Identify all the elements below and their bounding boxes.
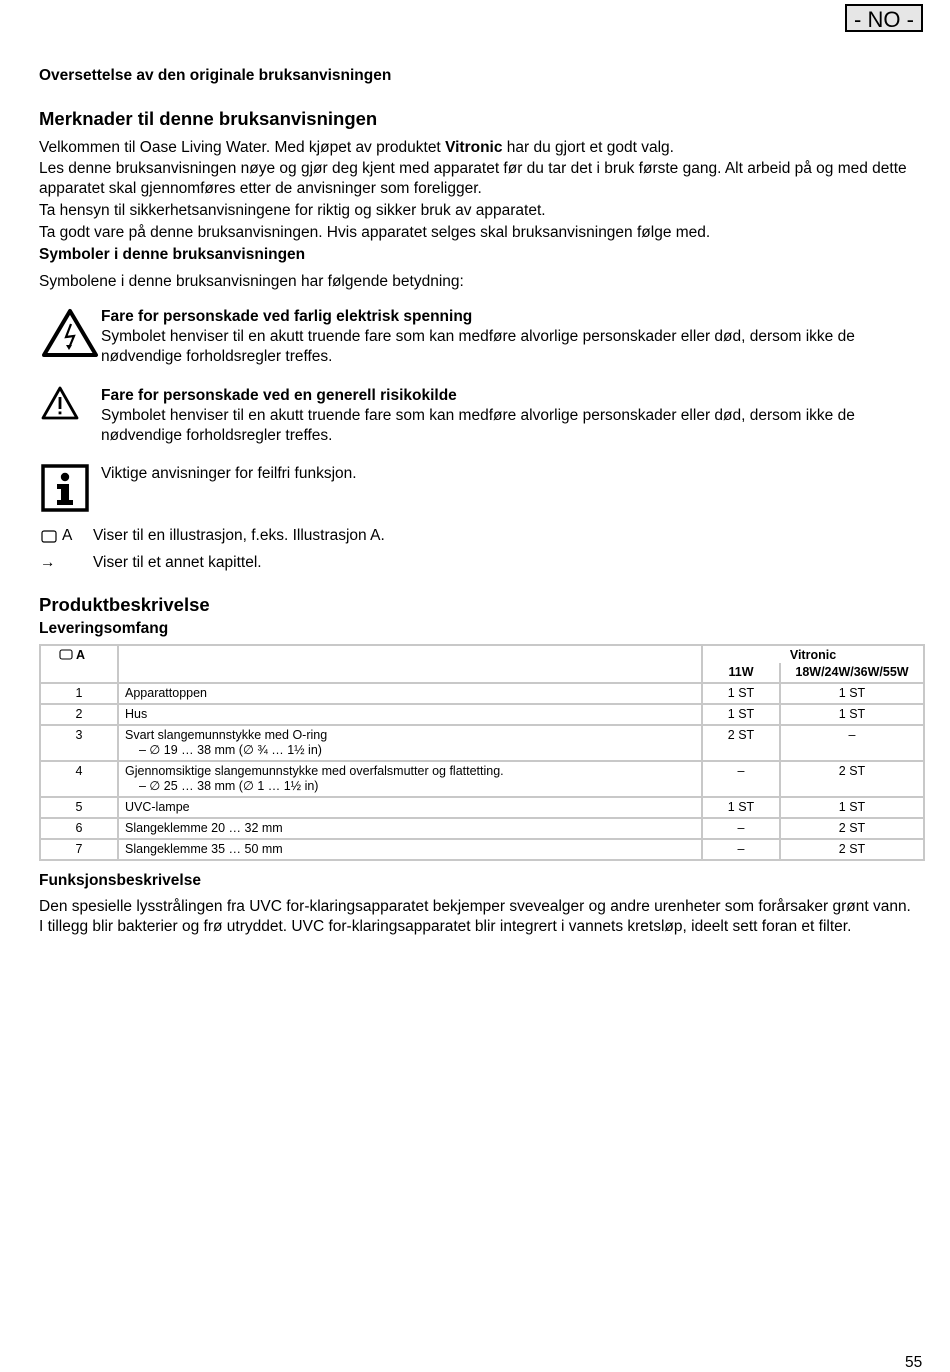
row-qty-11w: 1 ST — [702, 704, 780, 725]
row-item-name: UVC-lampe — [125, 800, 190, 814]
row-item-detail: – ∅ 25 … 38 mm (∅ 1 … 1½ in) — [139, 779, 319, 793]
row-number: 3 — [40, 725, 118, 761]
illustration-reference-text: Viser til en illustrasjon, f.eks. Illustrasjon A. — [93, 527, 385, 544]
symbols-intro: Symbolene i denne bruksanvisningen har følgende betydning: — [39, 273, 464, 290]
row-qty-big: – — [780, 725, 924, 761]
page-number: 55 — [905, 1354, 923, 1371]
col-big-header: 18W/24W/36W/55W — [780, 663, 924, 683]
row-qty-11w: 1 ST — [702, 683, 780, 704]
row-number: 4 — [40, 761, 118, 797]
row-item-name: Slangeklemme 20 … 32 mm — [125, 821, 283, 835]
col-ref-letter: A — [76, 648, 86, 662]
illustration-frame-icon — [41, 530, 57, 543]
row-qty-big: 2 ST — [780, 818, 924, 839]
row-item-name: Svart slangemunnstykke med O-ring — [125, 728, 328, 742]
read-manual-paragraph: Les denne bruksanvisningen nøye og gjør deg kjent med apparatet før du tar det i bruk første gang. Alt arbeid på og med dette apparatet skal gjennomføres etter de anvisninger som foreligger. — [39, 160, 907, 197]
row-number: 6 — [40, 818, 118, 839]
row-qty-11w: – — [702, 761, 780, 797]
electric-hazard-block — [101, 307, 931, 367]
welcome-text-a: Velkommen til Oase Living Water. Med kjøpet av produktet — [39, 139, 446, 156]
table-row — [40, 797, 924, 818]
function-heading: Funksjonsbeskrivelse — [39, 872, 201, 889]
row-item — [118, 797, 702, 818]
row-item-name: Slangeklemme 35 … 50 mm — [125, 842, 283, 856]
safety-paragraph: Ta hensyn til sikkerhetsanvisningene for riktig og sikker bruk av apparatet. — [39, 202, 546, 219]
row-qty-11w: 1 ST — [702, 797, 780, 818]
row-qty-big: 1 ST — [780, 683, 924, 704]
row-number: 2 — [40, 704, 118, 725]
col-group-label: Vitronic — [789, 648, 837, 662]
col-item-header — [118, 645, 702, 683]
row-item — [118, 839, 702, 860]
table-row — [40, 725, 924, 761]
info-text: Viktige anvisninger for feilfri funksjon. — [101, 465, 357, 482]
function-text: Den spesielle lysstrålingen fra UVC for-klaringsapparatet bekjemper svevealger og andre urenheter som forårsaker grønt vann. I tillegg blir bakterier og frø utryddet. UVC for-klaringsapparatet blir integrert i vannets kretsløp, ideelt sett foran et filter. — [39, 898, 911, 935]
general-hazard-block — [101, 386, 931, 446]
chapter-reference-text: Viser til et annet kapittel. — [93, 554, 262, 571]
row-number: 5 — [40, 797, 118, 818]
illustration-frame-icon — [59, 649, 73, 660]
row-item-name: Gjennomsiktige slangemunnstykke med overfalsmutter og flattetting. — [125, 764, 504, 778]
illustration-symbol-letter: A — [62, 527, 73, 544]
notes-heading: Merknader til denne bruksanvisningen — [39, 108, 378, 129]
table-row — [40, 704, 924, 725]
product-heading: Produktbeskrivelse — [39, 594, 210, 615]
general-hazard-icon — [41, 386, 79, 420]
welcome-text-c: har du gjort et godt valg. — [502, 139, 674, 156]
table-row — [40, 761, 924, 797]
row-item-detail: – ∅ 19 … 38 mm (∅ ¾ … 1½ in) — [139, 743, 322, 757]
row-qty-big: 1 ST — [780, 797, 924, 818]
row-item — [118, 704, 702, 725]
arrow-right-icon: → — [40, 554, 56, 571]
keep-manual-paragraph: Ta godt vare på denne bruksanvisningen. Hvis apparatet selges skal bruksanvisningen følge med. — [39, 224, 711, 241]
col-11w-header: 11W — [702, 663, 780, 683]
row-item — [118, 683, 702, 704]
row-item — [118, 761, 702, 797]
row-item — [118, 725, 702, 761]
translation-note: Oversettelse av den originale bruksanvisningen — [39, 67, 392, 84]
scope-heading: Leveringsomfang — [39, 620, 169, 637]
language-badge: - NO - — [845, 4, 923, 32]
product-name: Vitronic — [445, 139, 503, 156]
delivery-scope-table — [39, 644, 925, 861]
table-header-row — [40, 645, 924, 663]
col-group-header — [702, 645, 924, 663]
row-qty-11w: – — [702, 818, 780, 839]
col-ref-header — [40, 645, 118, 683]
table-row — [40, 839, 924, 860]
row-qty-big: 2 ST — [780, 761, 924, 797]
welcome-paragraph — [39, 138, 929, 158]
general-hazard-text: Symbolet henviser til en akutt truende fare som kan medføre alvorlige personskader eller død, dersom ikke de nødvendige forholdsregler treffes. — [101, 407, 855, 444]
table-row — [40, 818, 924, 839]
row-item-name: Hus — [125, 707, 148, 721]
electric-hazard-icon — [41, 308, 99, 358]
row-number: 7 — [40, 839, 118, 860]
row-item-name: Apparattoppen — [125, 686, 208, 700]
row-qty-big: 2 ST — [780, 839, 924, 860]
table-row — [40, 683, 924, 704]
row-qty-11w: 2 ST — [702, 725, 780, 761]
general-hazard-title: Fare for personskade ved en generell risikokilde — [101, 387, 457, 404]
row-qty-big: 1 ST — [780, 704, 924, 725]
row-number: 1 — [40, 683, 118, 704]
row-qty-11w: – — [702, 839, 780, 860]
info-icon — [41, 464, 89, 512]
electric-hazard-title: Fare for personskade ved farlig elektrisk spenning — [101, 308, 473, 325]
row-item — [118, 818, 702, 839]
symbols-heading: Symboler i denne bruksanvisningen — [39, 246, 306, 263]
electric-hazard-text: Symbolet henviser til en akutt truende fare som kan medføre alvorlige personskader eller død, dersom ikke de nødvendige forholdsregler treffes. — [101, 328, 855, 365]
